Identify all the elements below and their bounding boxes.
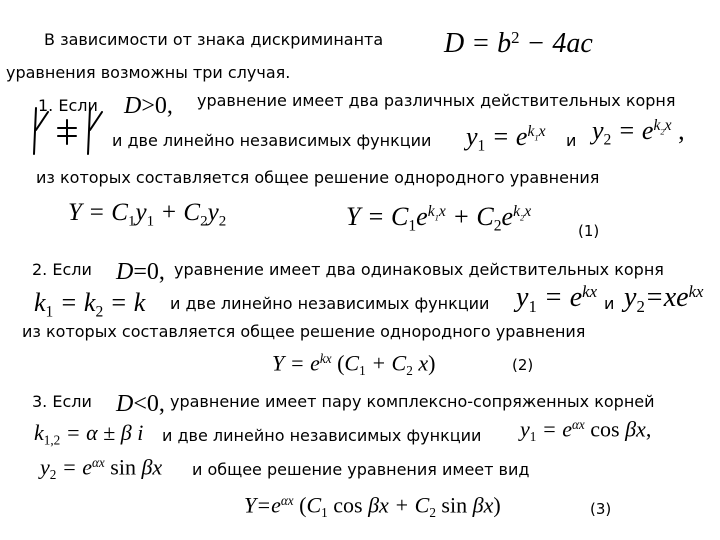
case2-solution: $Y = e^{kx}$ ($C_1 + C_2$ x)	[272, 350, 436, 378]
case1-condition: D>0,	[124, 93, 173, 119]
case1-general-text: из которых составляется общее решение однородного уравнения	[36, 168, 600, 187]
intro-line-1: В зависимости от знака дискриминанта	[44, 30, 384, 49]
case3-equation-number: (3)	[590, 500, 612, 518]
case1-solution: $Y = C_1e^{k_1x} + C_2e^{k_2x}$	[346, 202, 532, 235]
case2-functions-text: и две линейно независимых функции	[170, 294, 490, 313]
case2-if-label: 2. Если	[32, 260, 92, 279]
case3-solution: $Y=e^{\alpha x}$ ($C_1$ $\cos \beta x + C_2$ sin βx)	[244, 492, 501, 520]
case1-functions-text: и две линейно независимых функции	[112, 131, 432, 150]
case3-roots: $k_{1,2} = \alpha \pm \beta$ i	[34, 420, 144, 448]
case2-y1: $y_1 = e^{kx}$	[516, 282, 598, 317]
intro-line-2: уравнения возможны три случая.	[6, 63, 291, 82]
case3-text: уравнение имеет пару комплексно-сопряженных корней	[170, 392, 655, 411]
case3-general-text: и общее решение уравнения имеет вид	[192, 460, 530, 479]
case1-and: и	[566, 131, 577, 150]
case2-text: уравнение имеет два одинаковых действительных корня	[174, 260, 664, 279]
discriminant-formula: $D = b^2 - 4ac$	[444, 28, 593, 60]
case1-equation-number: (1)	[578, 222, 600, 240]
case2-and: и	[604, 294, 615, 313]
case2-equation-number: (2)	[512, 356, 534, 374]
case2-general-text: из которых составляется общее решение однородного уравнения	[22, 322, 586, 341]
case1-general-form: $Y = C_1y_1 + C_2y_2$	[68, 199, 227, 230]
case3-y1: $y_1 = e^{\alpha x}$ cos βx,	[520, 416, 652, 444]
case3-if-label: 3. Если	[32, 392, 92, 411]
case1-y2: $y_2 = e^{k_2x}$ ,	[592, 116, 685, 149]
case3-y2: $y_2 = e^{\alpha x}$ sin βx	[40, 454, 163, 482]
case3-condition: D<0,	[116, 391, 165, 417]
handwritten-scribble	[28, 100, 108, 160]
case2-y2: $y_2=xe^{kx}$	[624, 282, 704, 317]
case3-functions-text: и две линейно независимых функции	[162, 426, 482, 445]
case2-condition: D=0,	[116, 259, 165, 285]
case2-roots: $k_1 = k_2 = k$	[34, 288, 146, 321]
case1-text: уравнение имеет два различных действительных корня	[197, 91, 676, 110]
case1-if-label: 1. Если	[38, 96, 98, 115]
case1-y1: $y_1 = e^{k_1x}$	[466, 122, 546, 155]
